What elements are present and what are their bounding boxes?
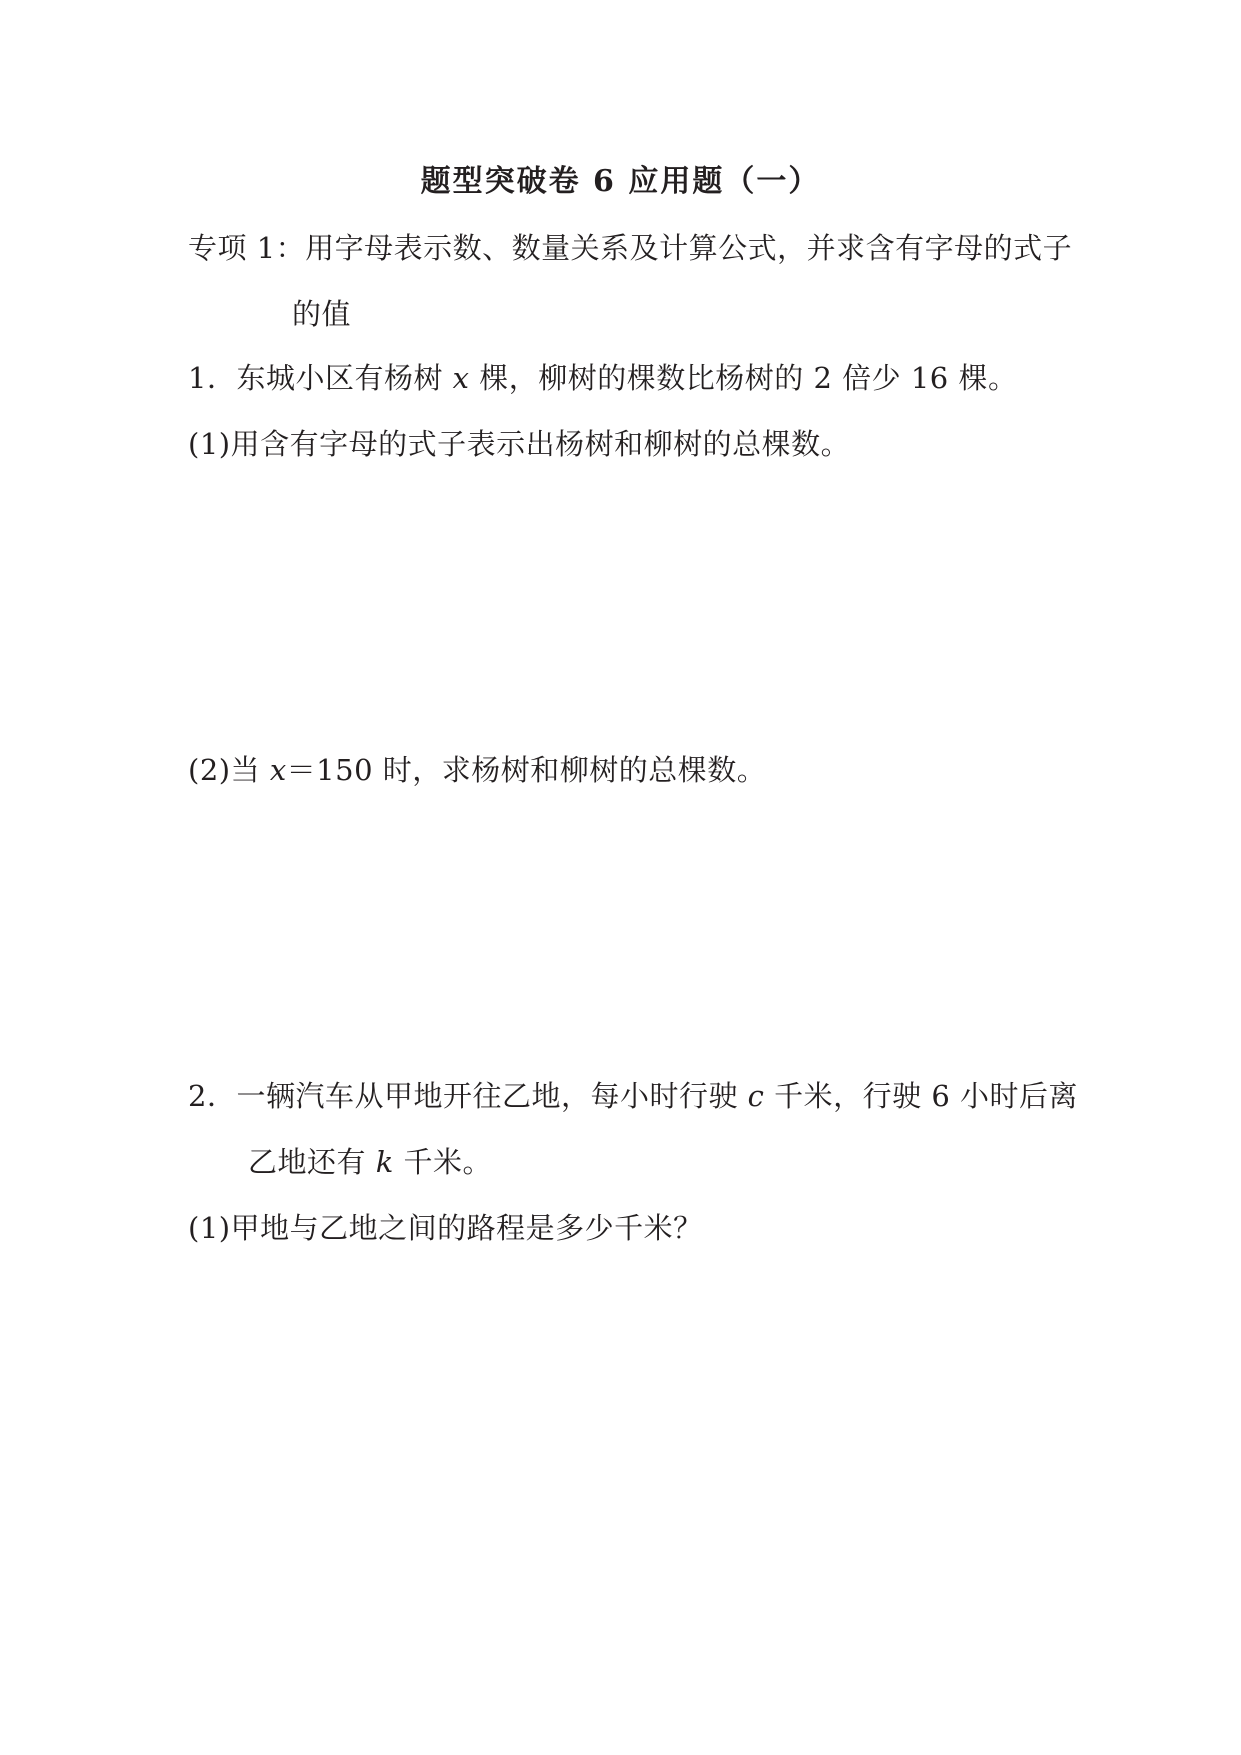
question-2-text-middle: 千米，行驶 6 小时后离: [764, 1079, 1079, 1113]
question-1-stem: [188, 358, 1017, 398]
question-2-text-prefix: 2．一辆汽车从甲地开往乙地，每小时行驶: [188, 1079, 748, 1113]
question-2-stem-line-1: [188, 1076, 1078, 1116]
question-2-part-1: (1)甲地与乙地之间的路程是多少千米？: [188, 1211, 703, 1245]
page-title: 题型突破卷 6 应用题（一）: [420, 164, 821, 199]
question-1-text-suffix: 棵，柳树的棵数比杨树的 2 倍少 16 棵。: [469, 361, 1018, 395]
question-2-stem-line-2: [248, 1142, 492, 1182]
variable-x: x: [452, 361, 470, 395]
question-2-line-2-prefix: 乙地还有: [248, 1145, 376, 1179]
question-2-line-2-suffix: 千米。: [393, 1145, 493, 1179]
question-1-part-1: (1)用含有字母的式子表示出杨树和柳树的总棵数。: [188, 427, 851, 461]
question-1-part-2: [188, 750, 766, 790]
question-1-part-2-prefix: (2)当: [188, 753, 270, 787]
question-1-text-prefix: 1．东城小区有杨树: [188, 361, 453, 395]
variable-x: x: [269, 753, 287, 787]
variable-c: c: [747, 1079, 765, 1113]
section-heading-line-2: 的值: [292, 297, 352, 331]
section-heading-line-1: 专项 1：用字母表示数、数量关系及计算公式，并求含有字母的式子: [188, 231, 1073, 265]
variable-k: k: [375, 1145, 394, 1179]
question-1-part-2-suffix: ＝150 时，求杨树和柳树的总棵数。: [286, 753, 767, 787]
